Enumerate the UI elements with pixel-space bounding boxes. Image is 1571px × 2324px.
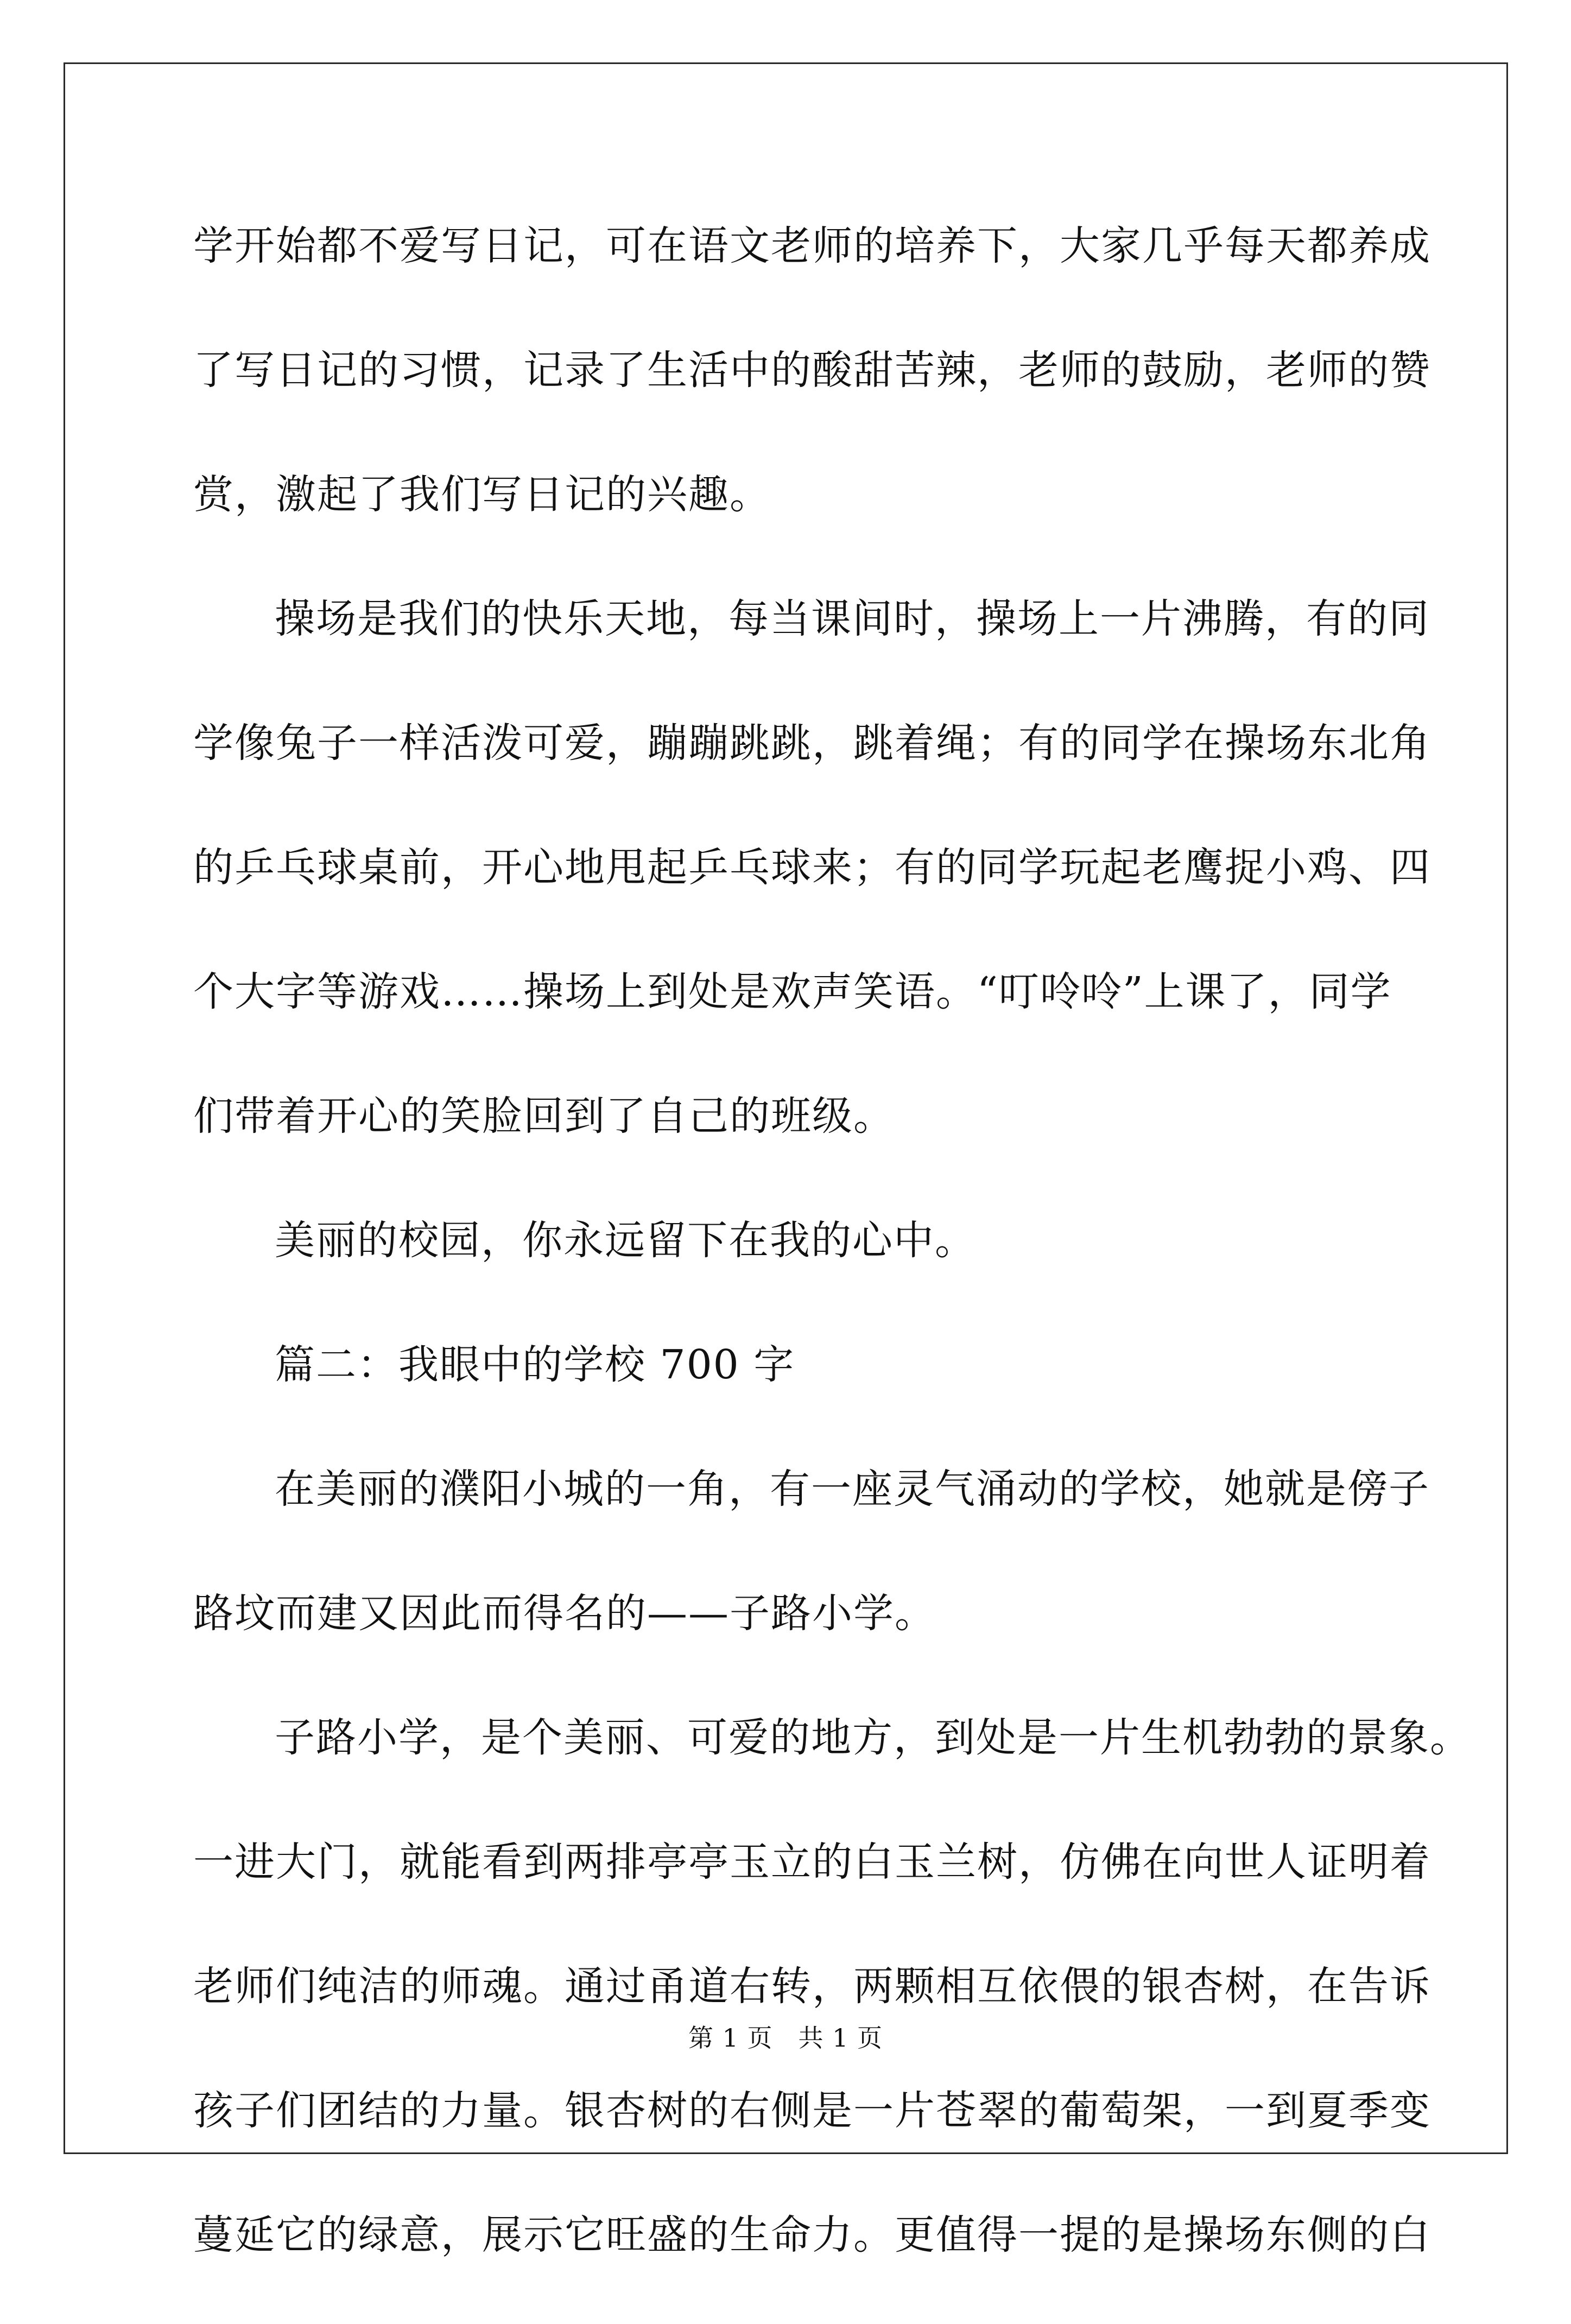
- text-line: 的乒乓球桌前，开心地甩起乒乓球来；有的同学玩起老鹰捉小鸡、四: [193, 844, 1431, 891]
- paragraph-start-line: 美丽的校园，你永远留下在我的心中。: [275, 1217, 976, 1264]
- paragraph-start-line: 在美丽的濮阳小城的一角，有一座灵气涌动的学校，她就是傍子: [275, 1466, 1430, 1512]
- page-number-footer: 第 1 页 共 1 页: [688, 2023, 883, 2053]
- text-line: 一进大门，就能看到两排亭亭玉立的白玉兰树，仿佛在向世人证明着: [193, 1839, 1431, 1885]
- text-line: 蔓延它的绿意，展示它旺盛的生命力。更值得一提的是操场东侧的白: [193, 2212, 1431, 2258]
- paragraph-start-line: 操场是我们的快乐天地，每当课间时，操场上一片沸腾，有的同: [275, 596, 1430, 642]
- text-line: 个大字等游戏……操场上到处是欢声笑语。“叮呤呤”上课了，同学: [193, 968, 1392, 1015]
- section-heading: 篇二：我眼中的学校 700 字: [275, 1341, 795, 1388]
- text-line: 孩子们团结的力量。银杏树的右侧是一片苍翠的葡萄架，一到夏季变: [193, 2087, 1431, 2134]
- text-line: 老师们纯洁的师魂。通过甬道右转，两颗相互依偎的银杏树，在告诉: [193, 1963, 1431, 2010]
- document-body: [193, 211, 1471, 2324]
- text-line: 了写日记的习惯，记录了生活中的酸甜苦辣，老师的鼓励，老师的赞: [193, 347, 1431, 394]
- text-line: 赏，激起了我们写日记的兴趣。: [193, 471, 771, 518]
- text-line: 学像兔子一样活泼可爱，蹦蹦跳跳，跳着绳；有的同学在操场东北角: [193, 720, 1431, 767]
- text-line: 们带着开心的笑脸回到了自己的班级。: [193, 1093, 895, 1139]
- text-line: 学开始都不爱写日记，可在语文老师的培养下，大家几乎每天都养成: [193, 223, 1431, 269]
- text-line: 路坟而建又因此而得名的——子路小学。: [193, 1590, 936, 1637]
- paragraph-start-line: 子路小学，是个美丽、可爱的地方，到处是一片生机勃勃的景象。: [275, 1714, 1471, 1761]
